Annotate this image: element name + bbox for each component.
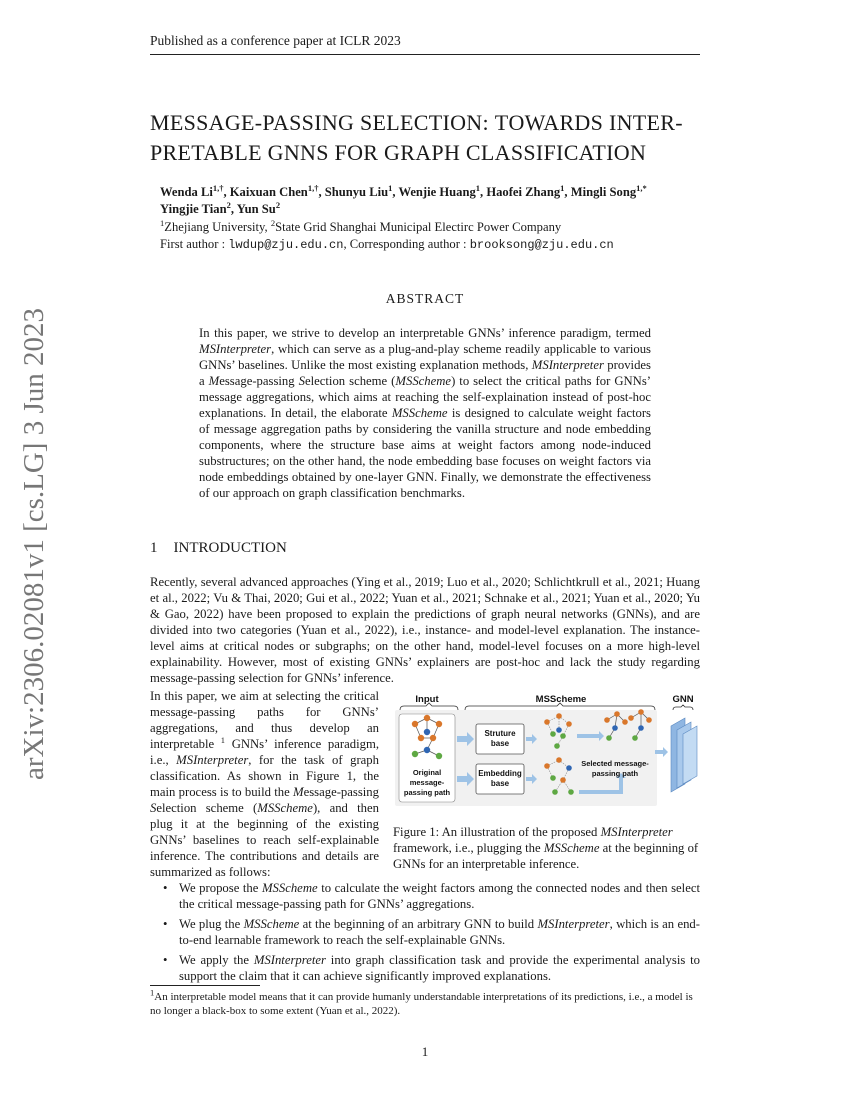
footnote-marker: 1 — [220, 734, 226, 745]
corresponding-author-email: brooksong@zju.edu.cn — [469, 238, 614, 252]
figure-label-gnn: GNN — [672, 694, 694, 705]
gnn-brace — [673, 705, 693, 710]
figure-1-caption: Figure 1: An illustration of the proposed MSInterpreter framework, i.e., plugging the MSScheme at the beginning of GNNs for an interpretable inference. — [393, 825, 699, 871]
section-heading-introduction: 1 INTRODUCTION — [150, 540, 287, 556]
author-list: Wenda $Li^{1,\dagger}$, Kaixuan Chen$^{1,\dagger}$, Shunyu Liu$^1$, Wenjie Huang$^1$, Haofei Zhang$^1$, Mingli Song$^{1,*}$ Yingjie Tian$^2$, Yun Su$^2$ — [160, 182, 647, 216]
running-header: Published as a conference paper at ICLR 2023 — [150, 33, 401, 48]
footnote-rule — [150, 985, 260, 986]
list-item: • We apply the MSInterpreter into graph classification task and provide the experimental analysis to support the claim that it can achieve significantly improved explanations. — [163, 953, 700, 983]
arxiv-stamp: arXiv:2306.02081v1 [cs.LG] 3 Jun 2023 — [18, 307, 50, 780]
intro-paragraph-2: In this paper, we aim at selecting the critical message-passing paths for GNNs’ aggregations, and thus develop an interpretable $^1$ GNNs’ inference paradigm, i.e., MSInterpreter, for the task of graph classification. As shown in Figure 1, the main process is to build the Message-passing Selection scheme (MSScheme), and then plug it at the beginning of the existing GNNs’ baselines to reach self-explainable inference. The contributions and details are summarized as follows: — [150, 689, 380, 879]
abstract-text: In this paper, we strive to develop an interpretable GNNs’ inference paradigm, termed MSInterpreter, which can serve as a plug-and-play scheme readily applicable to various GNNs’ baselines. Unlike the most existing explanation methods, MSInterpreter provides a Message-passing Selection scheme (MSScheme) to select the critical paths for GNNs’ message aggregations, which aims at reaching the self-explaination instead of post-hoc explanations. In detail, the elaborate MSScheme is designed to calculate weight factors of message aggregation paths by considering the vanilla structure and node embedding components, where the structure base aims at weight factors among node-induced substructures; on the other hand, the node embedding base focuses on weight factors via node embeddings obtained by one-layer GNN. Finally, we demonstrate the effectiveness of our approach on graph classification benchmarks. — [199, 326, 651, 500]
footnote: $^1$An interpretable model means that it can provide humanly understandable interpretations of its predictions, i.e., a model is no longer a black-box to some extent (Yuan et al., 2022). — [150, 987, 693, 1017]
structure-label-2: base — [490, 739, 510, 748]
header-rule — [150, 54, 700, 55]
embedding-label-1: Embedding — [478, 769, 522, 778]
list-item: • We propose the MSScheme to calculate the weight factors among the connected nodes and then select the critical message-passing path for GNNs’ aggregations. — [163, 881, 700, 911]
figure-1-diagram — [393, 688, 703, 808]
list-item: • We plug the MSScheme at the beginning of an arbitrary GNN to build MSInterpreter, which is an end-to-end learnable framework to reach the self-explainable GNNs. — [163, 917, 700, 947]
original-label-3: passing path — [403, 788, 451, 797]
gnn-block — [671, 718, 697, 792]
abstract-heading: ABSTRACT — [385, 291, 465, 306]
first-author-email: lwdup@zju.edu.cn — [228, 238, 344, 252]
intro-paragraph-1: Recently, several advanced approaches (Ying et al., 2019; Luo et al., 2020; Schlichtkrull et al., 2021; Huang et al., 2022; Vu & Thai, 2020; Gui et al., 2022; Yuan et al., 2021; Schnake et al., 2021; Yuan et al., 2020; Yu & Gao, 2022) have been proposed to explain the predictions of graph neural networks (GNNs), and are divided into two categories (Yuan et al., 2022), i.e., instance- and model-level explanation. The instance-level aims at critical nodes or subgraphs; on the other hand, model-level focuses on a more high-level explainability. However, most of existing GNNs’ explainers are post-hoc and lack the study regarding message-passing selection for GNNs’ inference. — [150, 575, 700, 685]
affiliations: $^1$Zhejiang University, $^2$State Grid Shanghai Municipal Electirc Power Company First author : lwdup@zju.edu.cn, Corresponding author : brooksong@zju.edu.cn — [160, 217, 614, 252]
structure-label-1: Struture — [484, 729, 516, 738]
original-label-2: message- — [409, 778, 445, 787]
paper-title: MESSAGE-PASSING SELECTION: TOWARDS INTER- PRETABLE GNNS FOR GRAPH CLASSIFICATION — [150, 110, 683, 165]
selected-label-2: passing path — [591, 769, 639, 778]
page-number: 1 — [421, 1044, 429, 1059]
original-label-1: Original — [412, 768, 442, 777]
contribution-list — [150, 880, 700, 988]
figure-label-input: Input — [415, 694, 439, 705]
embedding-label-2: base — [490, 779, 510, 788]
selected-label-1: Selected message- — [581, 759, 649, 768]
figure-label-msscheme: MSScheme — [535, 694, 587, 705]
